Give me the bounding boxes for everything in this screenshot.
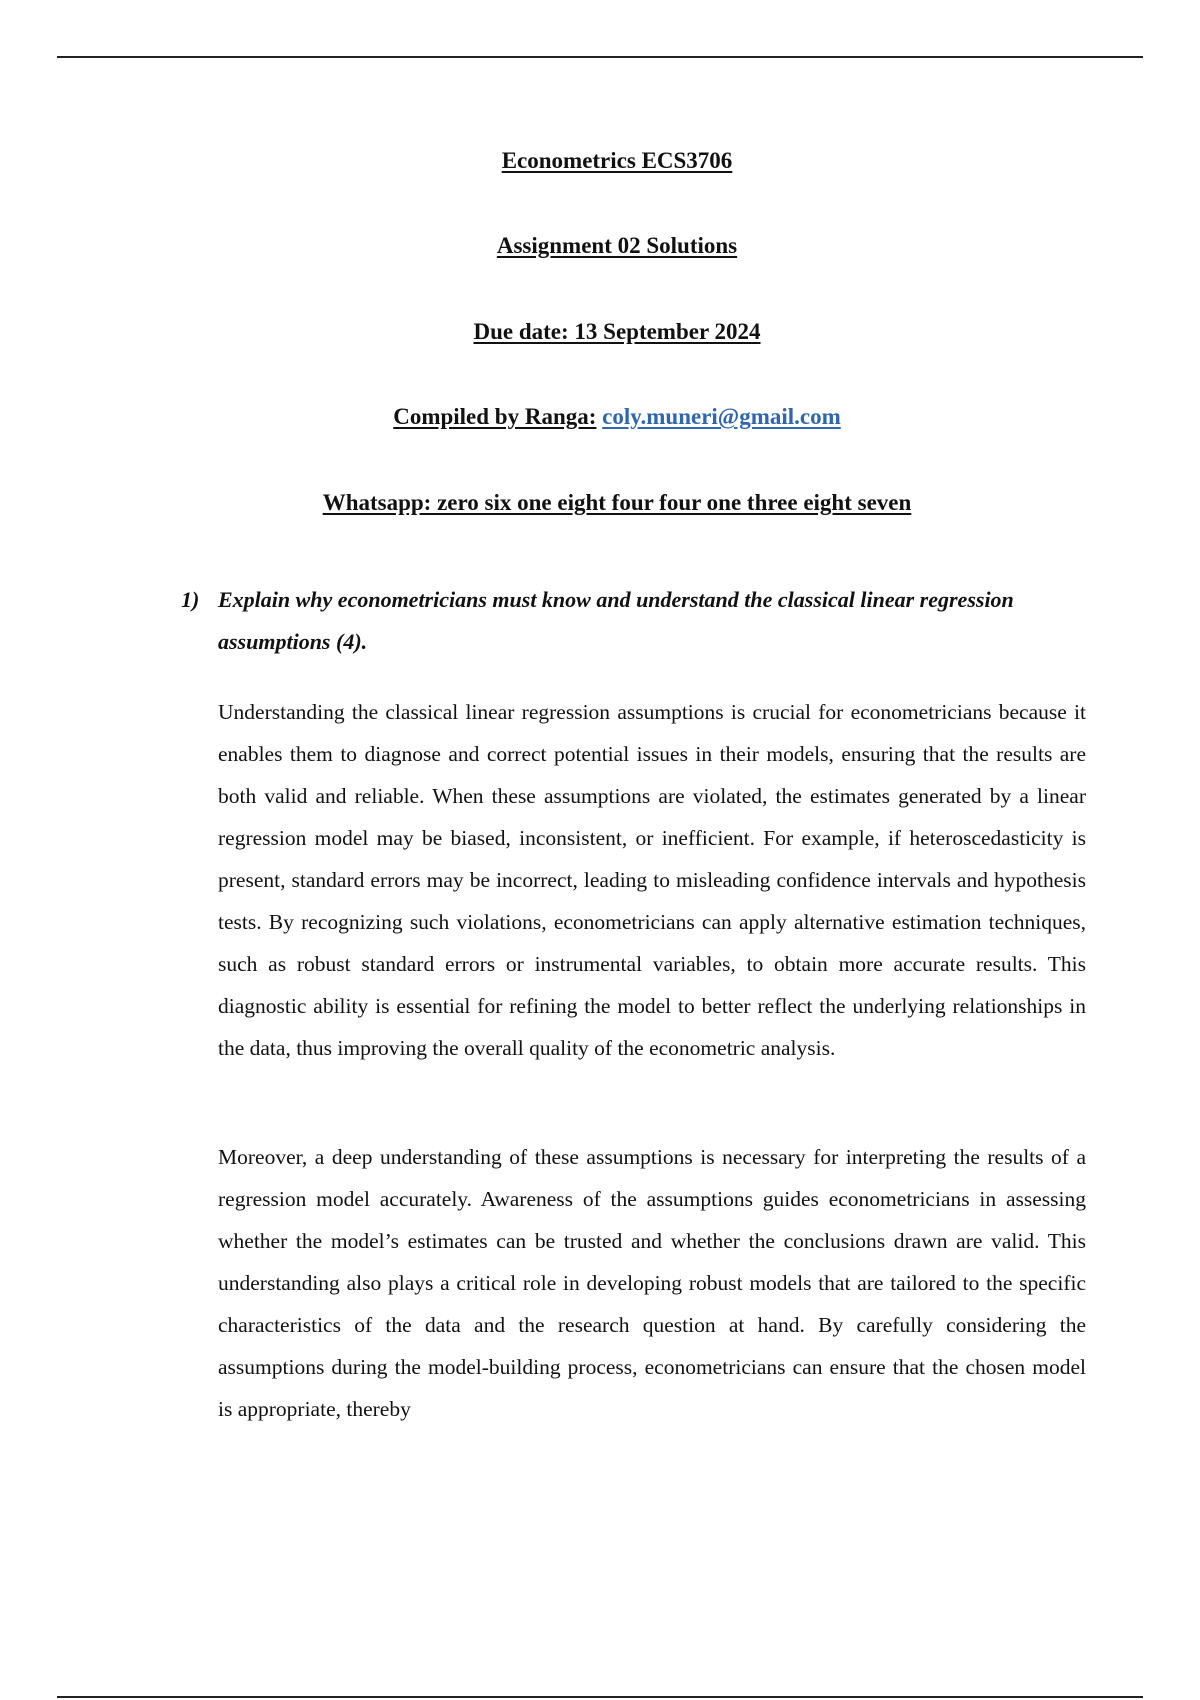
whatsapp-text: Whatsapp: zero six one eight four four one three eight seven xyxy=(322,490,912,515)
answer-paragraph-1: Understanding the classical linear regression assumptions is crucial for econometricians because it enables them to diagnose and correct potential issues in their models, ensuring that the results are both valid and reliable. When these assumptions are violated, the estimates generated by a linear regression model may be biased, inconsistent, or inefficient. For example, if heteroscedasticity is present, standard errors may be incorrect, leading to misleading confidence intervals and hypothesis tests. By recognizing such violations, econometricians can apply alternative estimation techniques, such as robust standard errors or instrumental variables, to obtain more accurate results. This diagnostic ability is essential for refining the model to better reflect the underlying relationships in the data, thus improving the overall quality of the econometric analysis. xyxy=(218,700,1086,1060)
question-number: 1) xyxy=(181,587,200,612)
top-divider xyxy=(57,56,1143,58)
assignment-title xyxy=(0,232,1200,260)
due-date xyxy=(0,318,1200,346)
assignment-title-text: Assignment 02 Solutions xyxy=(496,233,738,258)
question-text: Explain why econometricians must know and understand the classical linear regression assumptions (4). xyxy=(218,587,1014,654)
due-date-text: Due date: 13 September 2024 xyxy=(473,319,761,344)
answer-paragraph-2: Moreover, a deep understanding of these assumptions is necessary for interpreting the results of a regression model accurately. Awareness of the assumptions guides econometricians in assessing whether the model’s estimates can be trusted and whether the conclusions drawn are valid. This understanding also plays a critical role in developing robust models that are tailored to the specific characteristics of the data and the research question at hand. By carefully considering the assumptions during the model-building process, econometricians can ensure that the chosen model is appropriate, thereby xyxy=(218,1145,1086,1421)
course-title xyxy=(0,147,1200,175)
whatsapp-line xyxy=(0,489,1200,517)
bottom-divider xyxy=(57,1696,1143,1698)
course-title-text: Econometrics ECS3706 xyxy=(501,148,733,173)
compiled-by xyxy=(0,403,1200,431)
email-link[interactable]: coly.muneri@gmail.com xyxy=(602,404,841,429)
compiled-by-label: Compiled by Ranga: xyxy=(393,404,597,429)
question-1 xyxy=(181,579,1086,663)
